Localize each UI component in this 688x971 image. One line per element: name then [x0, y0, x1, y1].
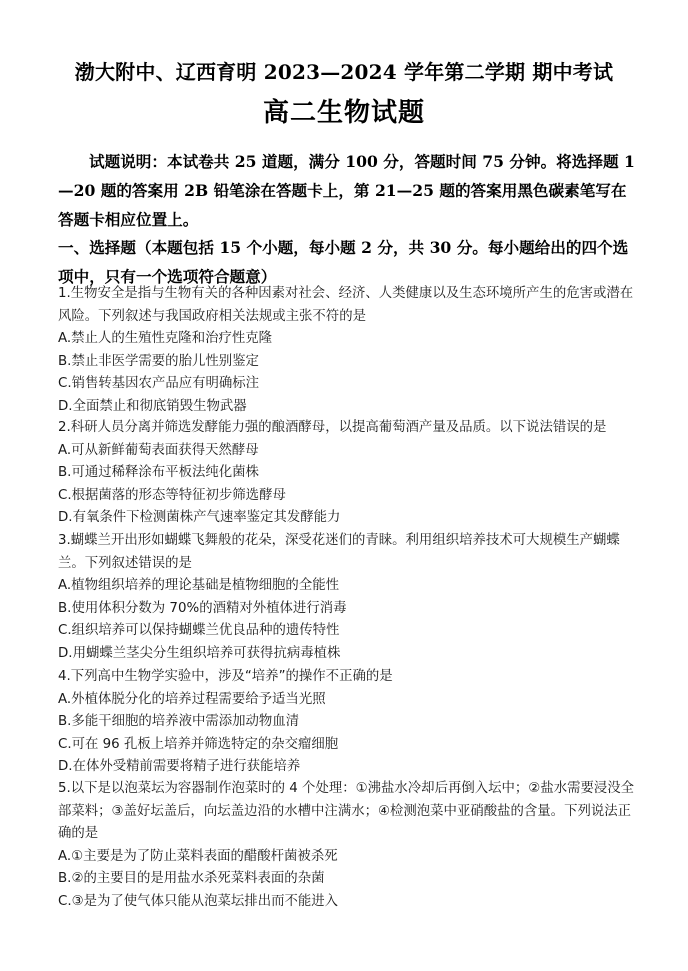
option-c: C.可在 96 孔板上培养并筛选特定的杂交瘤细胞	[58, 736, 339, 752]
option-b: B.使用体积分数为 70%的酒精对外植体进行消毒	[58, 600, 347, 616]
question-stem: 5.以下是以泡菜坛为容器制作泡菜时的 4 个处理：①沸盐水冷却后再倒入坛中；②盐水需要浸没全部菜料；③盖好坛盖后，向坛盖边沿的水槽中注满水；④检测泡菜中亚硝酸盐的含量。下列说法正确的是	[58, 781, 635, 841]
question-stem: 1.生物安全是指与生物有关的各种因素对社会、经济、人类健康以及生态环境所产生的危害或潜在风险。下列叙述与我国政府相关法规或主张不符的是	[58, 286, 634, 324]
option-b: B.②的主要目的是用盐水杀死菜料表面的杂菌	[58, 871, 325, 886]
option-d: D.有氧条件下检测菌株产气速率鉴定其发酵能力	[58, 510, 341, 525]
question-stem: 4.下列高中生物学实验中，涉及“培养”的操作不正确的是	[58, 669, 393, 684]
option-d: D.用蝴蝶兰茎尖分生组织培养可获得抗病毒植株	[58, 645, 341, 661]
question-stem: 3.蝴蝶兰开出形如蝴蝶飞舞般的花朵，深受花迷们的青睐。利用组织培养技术可大规模生产蝴蝶兰。下列叙述错误的是	[58, 533, 620, 571]
option-d: D.全面禁止和彻底销毁生物武器	[58, 398, 247, 414]
option-a: A.可从新鲜葡萄表面获得天然酵母	[58, 442, 259, 458]
option-a: A.禁止人的生殖性克隆和治疗性克隆	[58, 331, 273, 346]
exam-title: 渤大附中、辽西育明 2023—2024 学年第二学期 期中考试	[74, 60, 614, 84]
option-c: C.根据菌落的形态等特征初步筛选酵母	[58, 487, 286, 503]
option-d: D.在体外受精前需要将精子进行获能培养	[58, 759, 301, 774]
option-c: C.③是为了使气体只能从泡菜坛排出而不能进入	[58, 893, 339, 909]
option-c: C.组织培养可以保持蝴蝶兰优良品种的遗传特性	[58, 623, 340, 638]
question-3	[58, 530, 638, 665]
option-a: A.①主要是为了防止菜料表面的醋酸杆菌被杀死	[58, 848, 338, 864]
option-c: C.销售转基因农产品应有明确标注	[58, 376, 260, 391]
option-a: A.植物组织培养的理论基础是植物细胞的全能性	[58, 578, 339, 593]
section-heading: 一、选择题（本题包括 15 个小题，每小题 2 分，共 30 分。每小题给出的四个选项中，只有一个选项符合题意）	[58, 238, 629, 286]
question-4	[58, 666, 638, 779]
option-b: B.禁止非医学需要的胎儿性别鉴定	[58, 353, 259, 369]
question-stem: 2.科研人员分离并筛选发酵能力强的酿酒酵母，以提高葡萄酒产量及品质。以下说法错误的是	[58, 420, 607, 435]
question-2	[58, 417, 638, 530]
exam-instructions: 试题说明：本试卷共 25 道题，满分 100 分，答题时间 75 分钟。将选择题 1—20 题的答案用 2B 铅笔涂在答题卡上，第 21—25 题的答案用黑色碳素笔写在答题卡相应位置上。	[58, 152, 635, 229]
question-5	[58, 778, 638, 913]
exam-subtitle: 高二生物试题	[262, 98, 425, 128]
option-b: B.可通过稀释涂布平板法纯化菌株	[58, 465, 259, 480]
question-1	[58, 283, 638, 418]
option-a: A.外植体脱分化的培养过程需要给予适当光照	[58, 691, 326, 707]
option-b: B.多能干细胞的培养液中需添加动物血清	[58, 714, 300, 729]
